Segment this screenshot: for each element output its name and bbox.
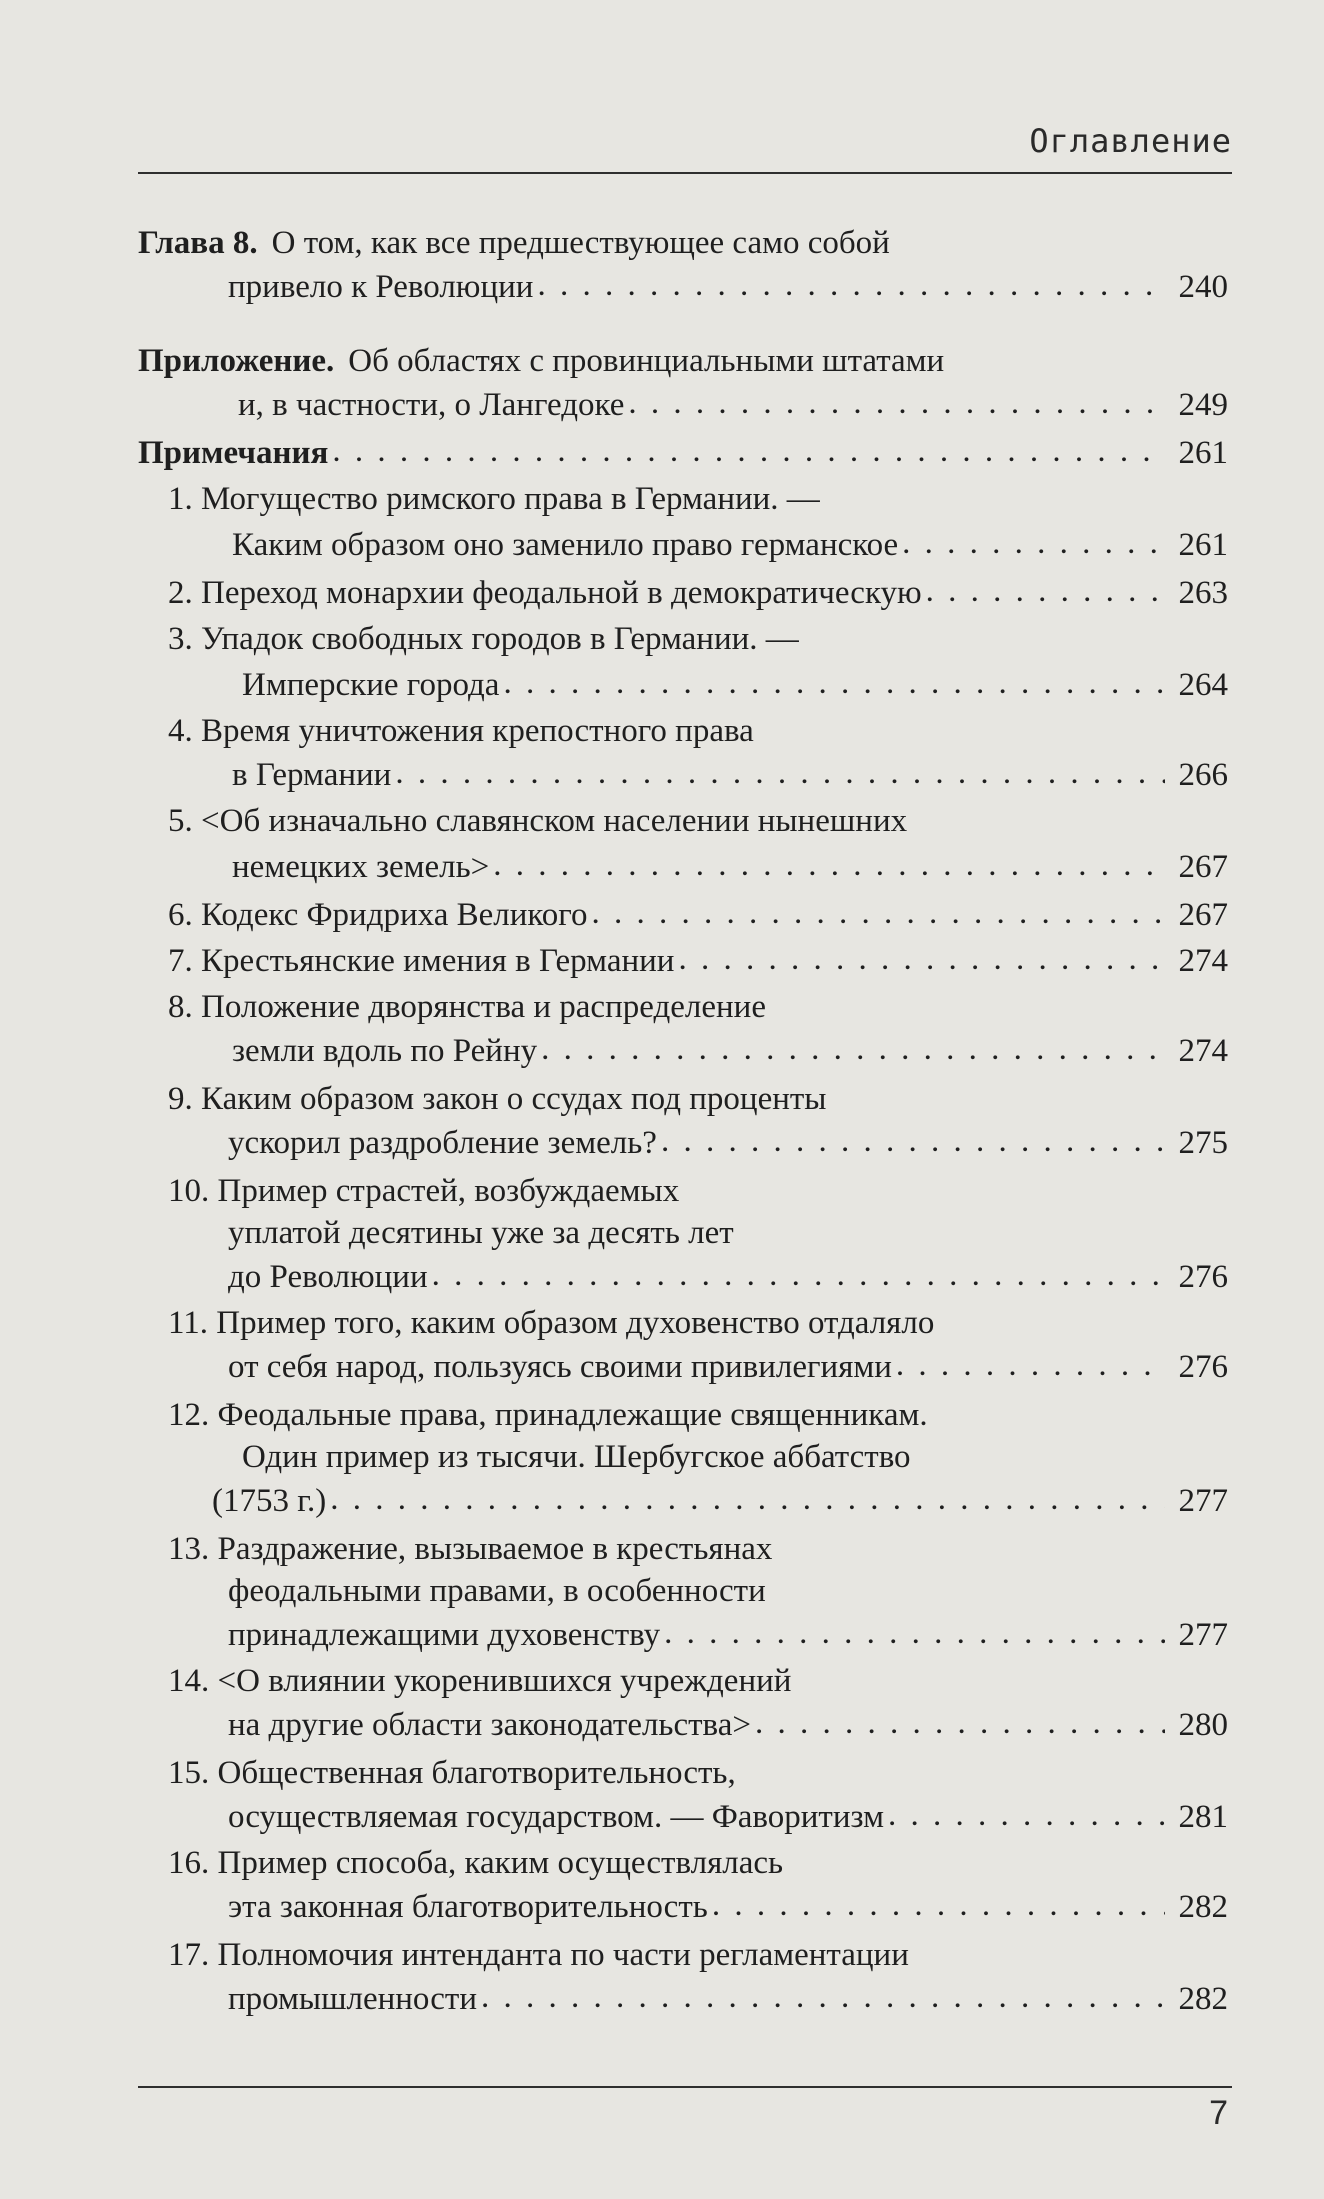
toc-line [228, 1612, 1228, 1658]
toc-page: 277 [1178, 1483, 1228, 1519]
dot-leader [328, 428, 1164, 474]
toc-text: принадлежащими духовенству [228, 1617, 661, 1653]
toc-line [228, 1344, 1228, 1390]
toc-text: 7. Крестьянские имения в Германии [168, 943, 675, 979]
dot-leader [892, 1342, 1165, 1388]
toc-text: 10. Пример страстей, возбуждаемых [168, 1173, 680, 1209]
toc-page: 267 [1178, 849, 1228, 885]
toc-line [168, 1750, 1228, 1796]
toc-text: Один пример из тысячи. Шербугское аббатство [242, 1439, 911, 1475]
toc-line [228, 1568, 1228, 1614]
toc-line [228, 1702, 1228, 1748]
toc-text: немецких земель> [232, 849, 490, 885]
dot-leader [428, 1252, 1165, 1298]
dot-leader [477, 1974, 1165, 2020]
toc-text: промышленности [228, 1981, 477, 2017]
dot-leader [391, 750, 1164, 796]
toc-line [232, 844, 1228, 890]
toc-line [168, 984, 1228, 1030]
toc-text: привело к Революции [228, 269, 534, 305]
dot-leader [537, 1026, 1164, 1072]
toc-line [168, 1392, 1228, 1438]
toc-line [168, 1076, 1228, 1122]
dot-leader [674, 936, 1164, 982]
toc-line [168, 1168, 1228, 1214]
toc-page: 282 [1178, 1889, 1228, 1925]
toc-text: 12. Феодальные права, принадлежащие священникам. [168, 1397, 928, 1433]
toc-text: 11. Пример того, каким образом духовенство отдаляло [168, 1305, 935, 1341]
toc-page: 249 [1178, 387, 1228, 423]
toc-label: Приложение. [138, 343, 335, 379]
toc-page: 280 [1178, 1707, 1228, 1743]
toc-line [228, 1210, 1228, 1256]
toc-text: (1753 г.) [212, 1483, 327, 1519]
toc-page: 281 [1178, 1799, 1228, 1835]
toc-text: ускорил раздробление земель? [228, 1125, 657, 1161]
toc-page: 275 [1178, 1125, 1228, 1161]
toc-text: 9. Каким образом закон о ссудах под проценты [168, 1081, 827, 1117]
dot-leader [708, 1882, 1165, 1928]
toc-text: в Германии [232, 757, 392, 793]
dot-leader [898, 520, 1164, 566]
toc-page: 277 [1178, 1617, 1228, 1653]
toc-page: 240 [1178, 269, 1228, 305]
dot-leader [499, 660, 1164, 706]
toc-line [168, 938, 1228, 984]
toc-page: 274 [1178, 1033, 1228, 1069]
toc-line [168, 1658, 1228, 1704]
toc-page: 276 [1178, 1259, 1228, 1295]
toc-text: 8. Положение дворянства и распределение [168, 989, 766, 1025]
toc-text: 16. Пример способа, каким осуществлялась [168, 1845, 784, 1881]
toc-text: 15. Общественная благотворительность, [168, 1755, 736, 1791]
toc-line [232, 752, 1228, 798]
dot-leader [489, 842, 1164, 888]
page-number: 7 [1209, 2094, 1228, 2132]
dot-leader [587, 890, 1164, 936]
dot-leader [657, 1118, 1165, 1164]
toc-text: осуществляемая государством. — Фаворитизм [228, 1799, 884, 1835]
toc-line [168, 708, 1228, 754]
toc-label: Примечания [138, 435, 329, 471]
dot-leader [922, 568, 1165, 614]
toc-text: 3. Упадок свободных городов в Германии. — [168, 621, 799, 657]
toc-text: и, в частности, о Лангедоке [238, 387, 625, 423]
toc-page: 263 [1178, 575, 1228, 611]
toc-line [228, 1794, 1228, 1840]
footer-rule [138, 2086, 1232, 2088]
toc-line [168, 1526, 1228, 1572]
toc-line [228, 1884, 1228, 1930]
toc-line [168, 798, 1228, 844]
toc-page: 276 [1178, 1349, 1228, 1385]
toc-line [168, 570, 1228, 616]
toc-line [242, 662, 1228, 708]
toc-line [168, 1840, 1228, 1886]
toc-line [138, 220, 1228, 266]
toc-line [138, 430, 1228, 476]
toc-page: 261 [1178, 435, 1228, 471]
toc-text: до Революции [228, 1259, 428, 1295]
dot-leader [624, 380, 1164, 426]
toc-text: 13. Раздражение, вызываемое в крестьянах [168, 1531, 773, 1567]
toc-text: Имперские города [242, 667, 500, 703]
toc-text: на другие области законодательства> [228, 1707, 751, 1743]
toc-text: О том, как все предшествующее само собой [271, 225, 890, 261]
toc-line [232, 522, 1228, 568]
toc-text: 4. Время уничтожения крепостного права [168, 713, 754, 749]
toc-line [168, 1932, 1228, 1978]
toc-label: Глава 8. [138, 225, 258, 261]
toc-text: 2. Переход монархии феодальной в демократическую [168, 575, 922, 611]
toc-text: 6. Кодекс Фридриха Великого [168, 897, 588, 933]
toc-line [168, 476, 1228, 522]
toc-line [228, 264, 1228, 310]
toc-line [242, 1434, 1228, 1480]
toc-page: 282 [1178, 1981, 1228, 2017]
toc-line [228, 1976, 1228, 2022]
dot-leader [884, 1792, 1165, 1838]
header-rule [138, 172, 1232, 174]
toc-line [232, 1028, 1228, 1074]
toc-text: 5. <Об изначально славянском населении нынешних [168, 803, 908, 839]
dot-leader [751, 1700, 1165, 1746]
toc-text: 14. <О влиянии укоренившихся учреждений [168, 1663, 792, 1699]
toc-page: 261 [1178, 527, 1228, 563]
toc-line [238, 382, 1228, 428]
toc-text: от себя народ, пользуясь своими привилегиями [228, 1349, 892, 1385]
toc-text: Каким образом оно заменило право германское [232, 527, 899, 563]
toc-page: 267 [1178, 897, 1228, 933]
toc-line [168, 616, 1228, 662]
dot-leader [326, 1476, 1164, 1522]
toc-page: 274 [1178, 943, 1228, 979]
dot-leader [660, 1610, 1164, 1656]
toc-text: уплатой десятины уже за десять лет [228, 1215, 734, 1251]
toc-line [168, 892, 1228, 938]
toc-text: 1. Могущество римского права в Германии. — [168, 481, 820, 517]
dot-leader [533, 262, 1164, 308]
toc-line [212, 1478, 1228, 1524]
toc-text: феодальными правами, в особенности [228, 1573, 766, 1609]
toc-line [138, 338, 1228, 384]
running-title: Оглавление [1029, 122, 1232, 160]
toc-text: 17. Полномочия интенданта по части регламентации [168, 1937, 909, 1973]
toc-line [228, 1120, 1228, 1166]
toc-line [168, 1300, 1228, 1346]
toc-line [228, 1254, 1228, 1300]
toc-text: эта законная благотворительность [228, 1889, 708, 1925]
toc-text: Об областях с провинциальными штатами [348, 343, 945, 379]
toc-text: земли вдоль по Рейну [232, 1033, 538, 1069]
toc-page: 266 [1178, 757, 1228, 793]
toc-page: 264 [1178, 667, 1228, 703]
